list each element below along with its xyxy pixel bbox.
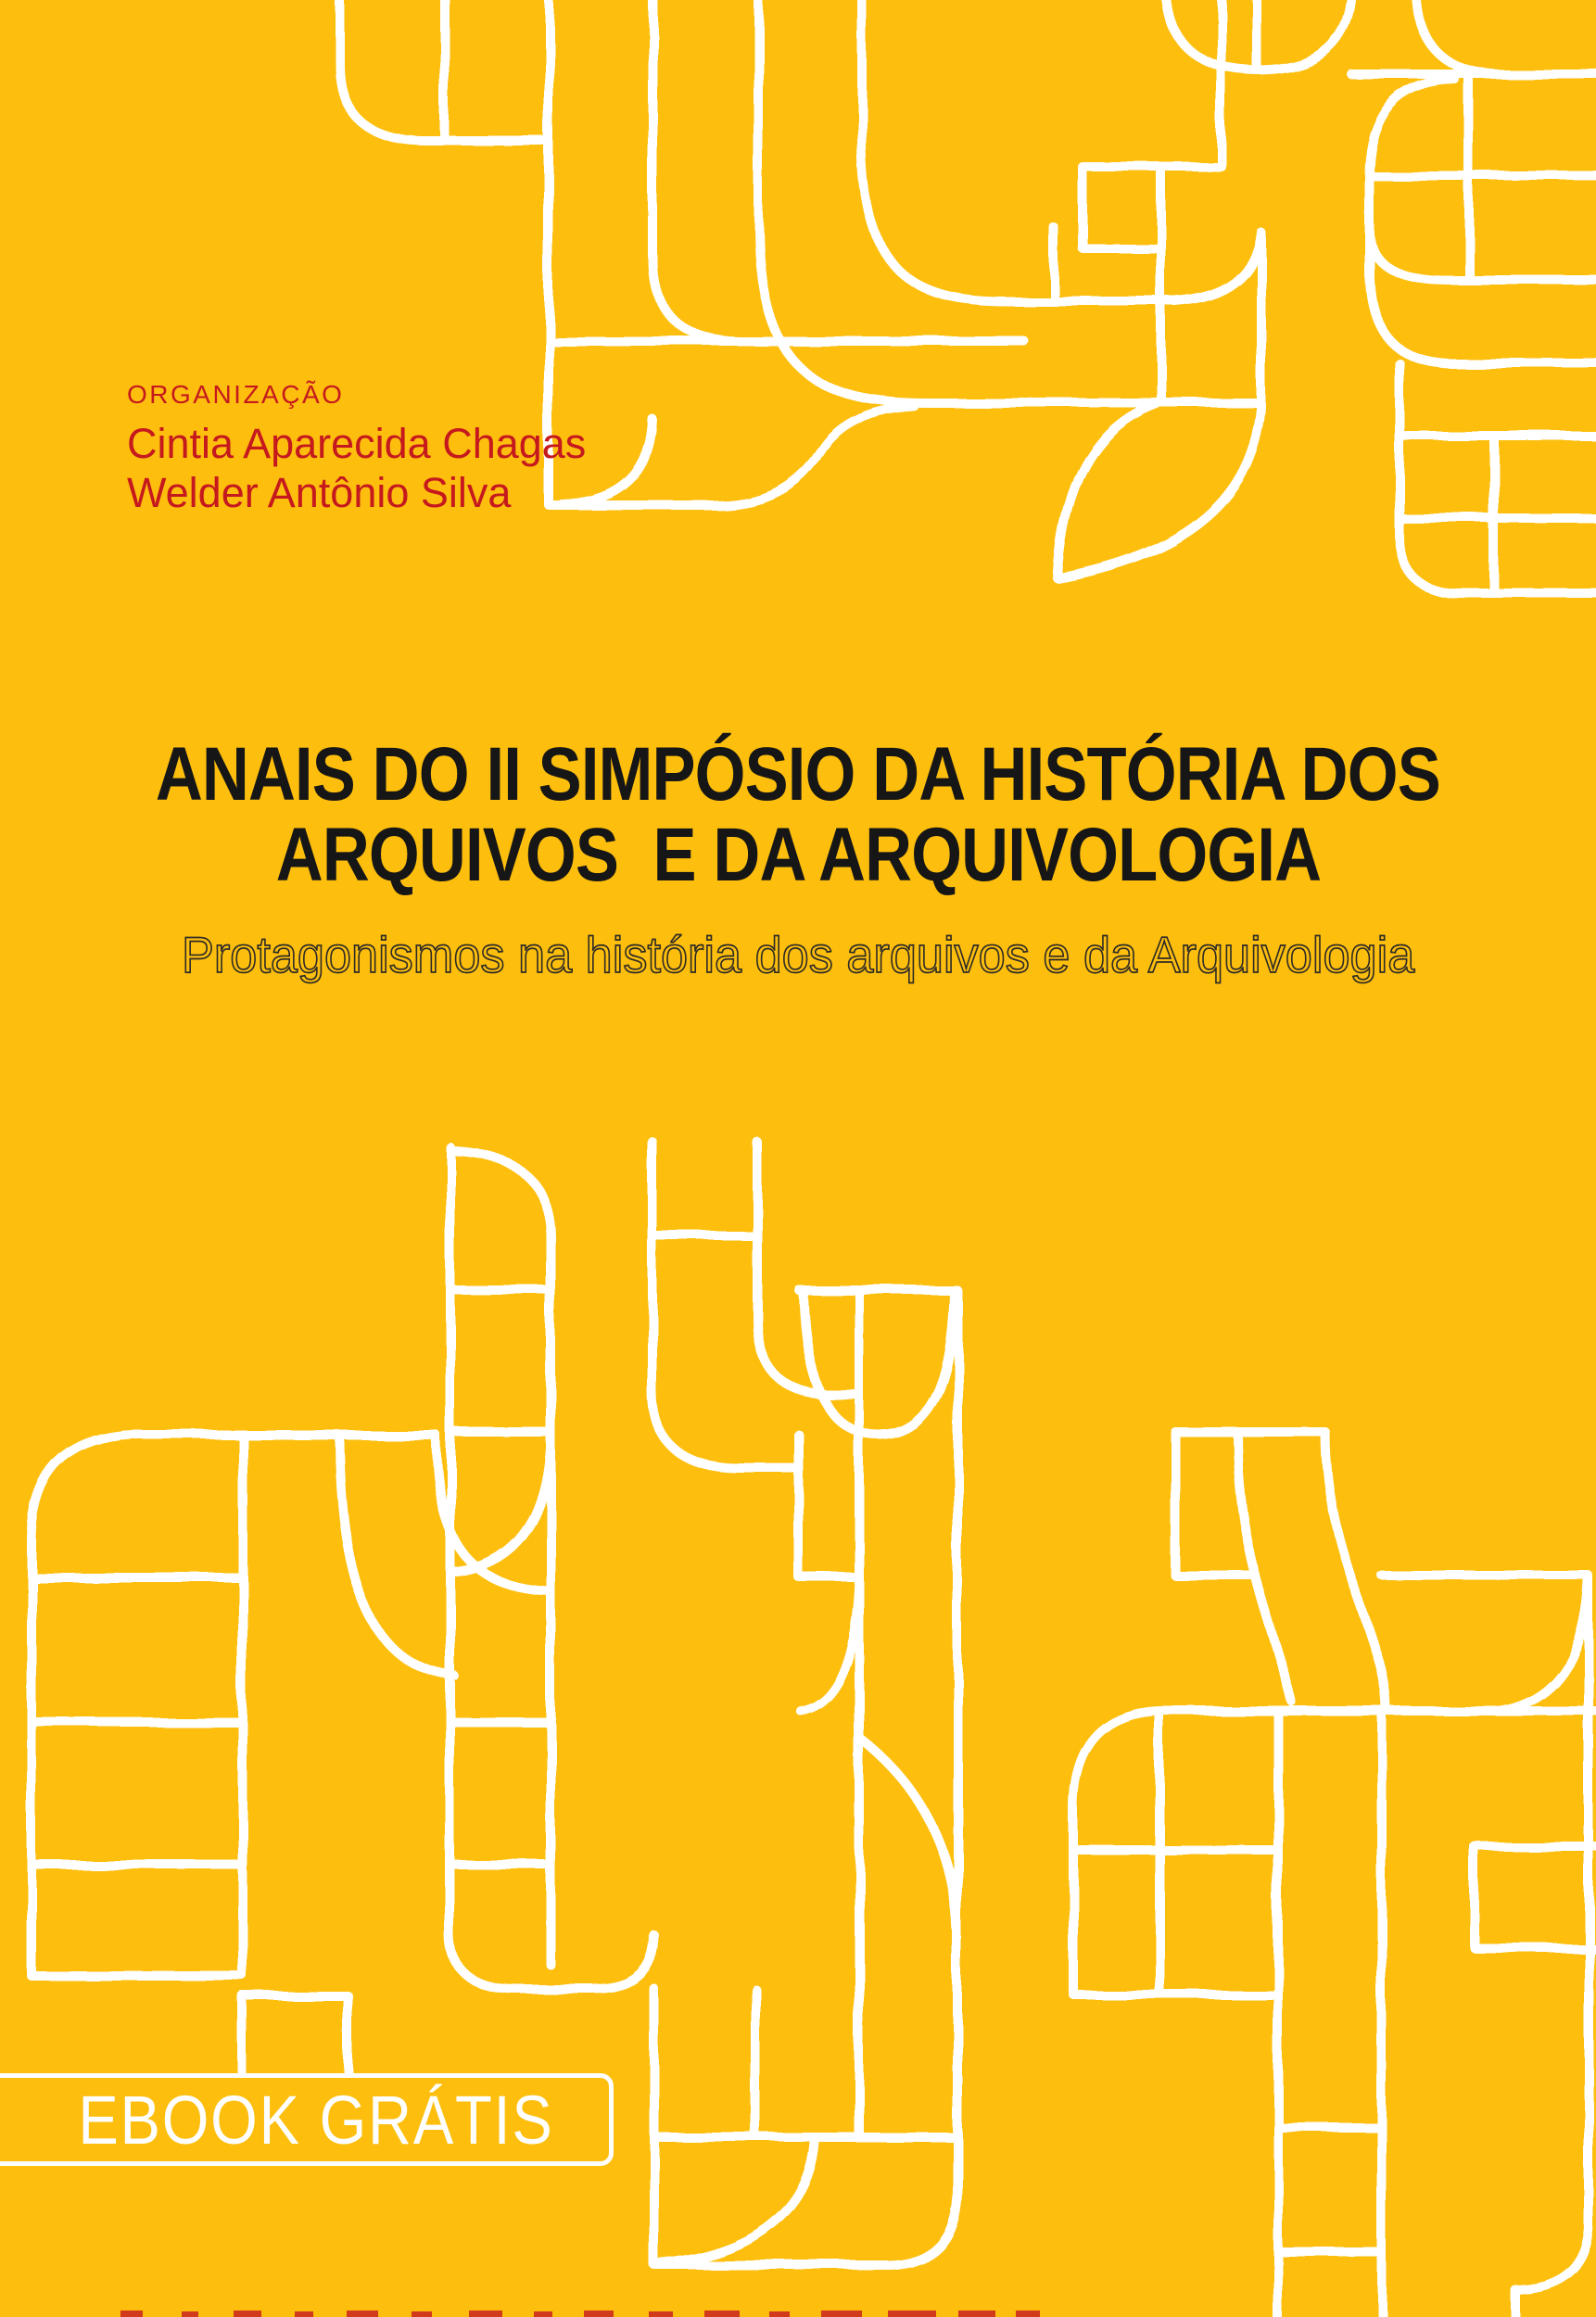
pattern-mid-ladder-a xyxy=(450,1147,654,1989)
main-title xyxy=(0,734,1596,895)
subtitle-text: Protagonismos na história dos arquivos e da Arquivologia xyxy=(181,926,1415,983)
pattern-bottom-center-grid xyxy=(654,1989,957,2265)
pattern-leaf-cluster xyxy=(1054,0,1260,578)
subtitle xyxy=(0,925,1596,984)
pattern-mid-ladder-c xyxy=(652,1142,859,1468)
ebook-badge[interactable] xyxy=(0,2073,614,2166)
pattern-mid-left-ladder xyxy=(32,1435,436,2072)
organization-block xyxy=(127,380,586,517)
title-line: ANAIS DO II SIMPÓSIO DA HISTÓRIA DOS xyxy=(155,732,1441,817)
pattern-top-right-grid xyxy=(1166,0,1596,363)
pattern-bottom-right-grid xyxy=(1073,1711,1596,2317)
cropped-footer-marks xyxy=(120,2311,1040,2317)
pattern-right-bricks xyxy=(1400,363,1596,593)
pattern-mid-swave xyxy=(339,1435,549,1676)
title-line: ARQUIVOS E DA ARQUIVOLOGIA xyxy=(275,813,1321,897)
organization-label: ORGANIZAÇÃO xyxy=(127,380,345,409)
organizer-name: Cintia Aparecida Chagas xyxy=(127,420,587,467)
ebook-badge-label: EBOOK GRÁTIS xyxy=(78,2081,554,2159)
pattern-mid-ladder-b xyxy=(799,1290,957,2265)
organizer-name: Welder Antônio Silva xyxy=(127,469,512,516)
organizer-names xyxy=(127,419,586,517)
